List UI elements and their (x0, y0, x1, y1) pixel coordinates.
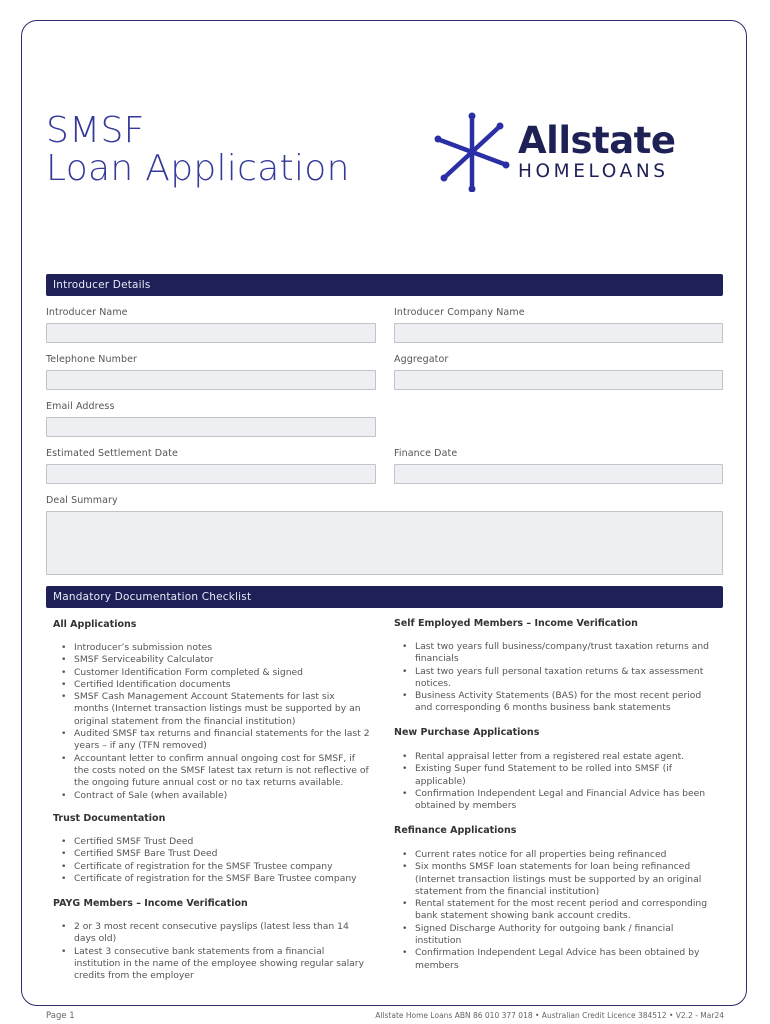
introducer-name-label: Introducer Name (46, 307, 128, 318)
list-item: • Six months SMSF loan statements for loan being refinanced (Internet transaction listings must be supported by an original statement from the financial institution) (394, 861, 716, 898)
payg-members-list (53, 921, 371, 982)
email-field[interactable] (46, 417, 376, 437)
telephone-label: Telephone Number (46, 354, 138, 365)
list-item: • Latest 3 consecutive bank statements from a financial institution in the name of the employee showing regular salary credits from the employer (53, 946, 371, 983)
list-item: • Audited SMSF tax returns and financial statements for the last 2 years – if any (TFN removed) (53, 728, 371, 753)
allstate-logo (434, 112, 694, 192)
self-employed-list (394, 641, 716, 715)
list-item: • Business Activity Statements (BAS) for the most recent period and corresponding 6 months business bank statements (394, 690, 716, 715)
list-item: • Introducer’s submission notes (53, 642, 371, 654)
trust-documentation-heading: Trust Documentation (53, 813, 166, 824)
finance-date-field[interactable] (394, 464, 723, 484)
new-purchase-heading: New Purchase Applications (394, 727, 540, 738)
telephone-field[interactable] (46, 370, 376, 390)
introducer-name-field[interactable] (46, 323, 376, 343)
payg-members-heading: PAYG Members – Income Verification (53, 898, 248, 909)
company-name-field[interactable] (394, 323, 723, 343)
page-number: Page 1 (46, 1011, 75, 1021)
list-item: • Certified Identification documents (53, 679, 371, 691)
list-item: • Certified SMSF Trust Deed (53, 836, 371, 848)
company-name-label: Introducer Company Name (394, 307, 525, 318)
email-label: Email Address (46, 401, 115, 412)
list-item: • Rental statement for the most recent period and corresponding bank statement showing bank account credits. (394, 898, 716, 923)
list-item: • Last two years full business/company/trust taxation returns and financials (394, 641, 716, 666)
page-title (46, 112, 350, 188)
list-item: • SMSF Serviceability Calculator (53, 654, 371, 666)
new-purchase-list (394, 751, 716, 812)
star-burst-icon (434, 112, 510, 192)
logo-subtitle: HOMELOANS (518, 161, 669, 182)
all-applications-list (53, 642, 371, 802)
list-item: • Accountant letter to confirm annual ongoing cost for SMSF, if the costs noted on the SMSF latest tax return is not reflective of the ongoing future annual cost or no tax returns available. (53, 753, 371, 790)
list-item: • Rental appraisal letter from a registered real estate agent. (394, 751, 716, 763)
list-item: • Confirmation Independent Legal and Financial Advice has been obtained by members (394, 788, 716, 813)
footer-legal: Allstate Home Loans ABN 86 010 377 018 • Australian Credit Licence 384512 • V2.2 - Mar24 (375, 1011, 724, 1020)
list-item: • Confirmation Independent Legal Advice has been obtained by members (394, 947, 716, 972)
deal-summary-label: Deal Summary (46, 495, 118, 506)
aggregator-field[interactable] (394, 370, 723, 390)
list-item: • Existing Super fund Statement to be rolled into SMSF (if applicable) (394, 763, 716, 788)
checklist-header: Mandatory Documentation Checklist (46, 586, 723, 608)
list-item: • Certified SMSF Bare Trust Deed (53, 848, 371, 860)
introducer-details-header: Introducer Details (46, 274, 723, 296)
list-item: • Certificate of registration for the SMSF Bare Trustee company (53, 873, 371, 885)
finance-date-label: Finance Date (394, 448, 458, 459)
title-line-1: SMSF (46, 110, 145, 151)
title-line-2: Loan Application (46, 148, 350, 189)
list-item: • Contract of Sale (when available) (53, 790, 371, 802)
list-item: • Current rates notice for all properties being refinanced (394, 849, 716, 861)
deal-summary-field[interactable] (46, 511, 723, 575)
aggregator-label: Aggregator (394, 354, 449, 365)
list-item: • Last two years full personal taxation returns & tax assessment notices. (394, 666, 716, 691)
all-applications-heading: All Applications (53, 619, 137, 630)
list-item: • Signed Discharge Authority for outgoing bank / financial institution (394, 923, 716, 948)
list-item: • Certificate of registration for the SMSF Trustee company (53, 861, 371, 873)
settlement-date-field[interactable] (46, 464, 376, 484)
trust-documentation-list (53, 836, 371, 885)
refinance-list (394, 849, 716, 972)
logo-wordmark: Allstate (518, 119, 676, 162)
self-employed-heading: Self Employed Members – Income Verification (394, 618, 638, 629)
refinance-heading: Refinance Applications (394, 825, 517, 836)
list-item: • 2 or 3 most recent consecutive payslips (latest less than 14 days old) (53, 921, 371, 946)
settlement-date-label: Estimated Settlement Date (46, 448, 178, 459)
list-item: • Customer Identification Form completed & signed (53, 667, 371, 679)
list-item: • SMSF Cash Management Account Statements for last six months (Internet transaction listings must be supported by an original statement from the financial institution) (53, 691, 371, 728)
